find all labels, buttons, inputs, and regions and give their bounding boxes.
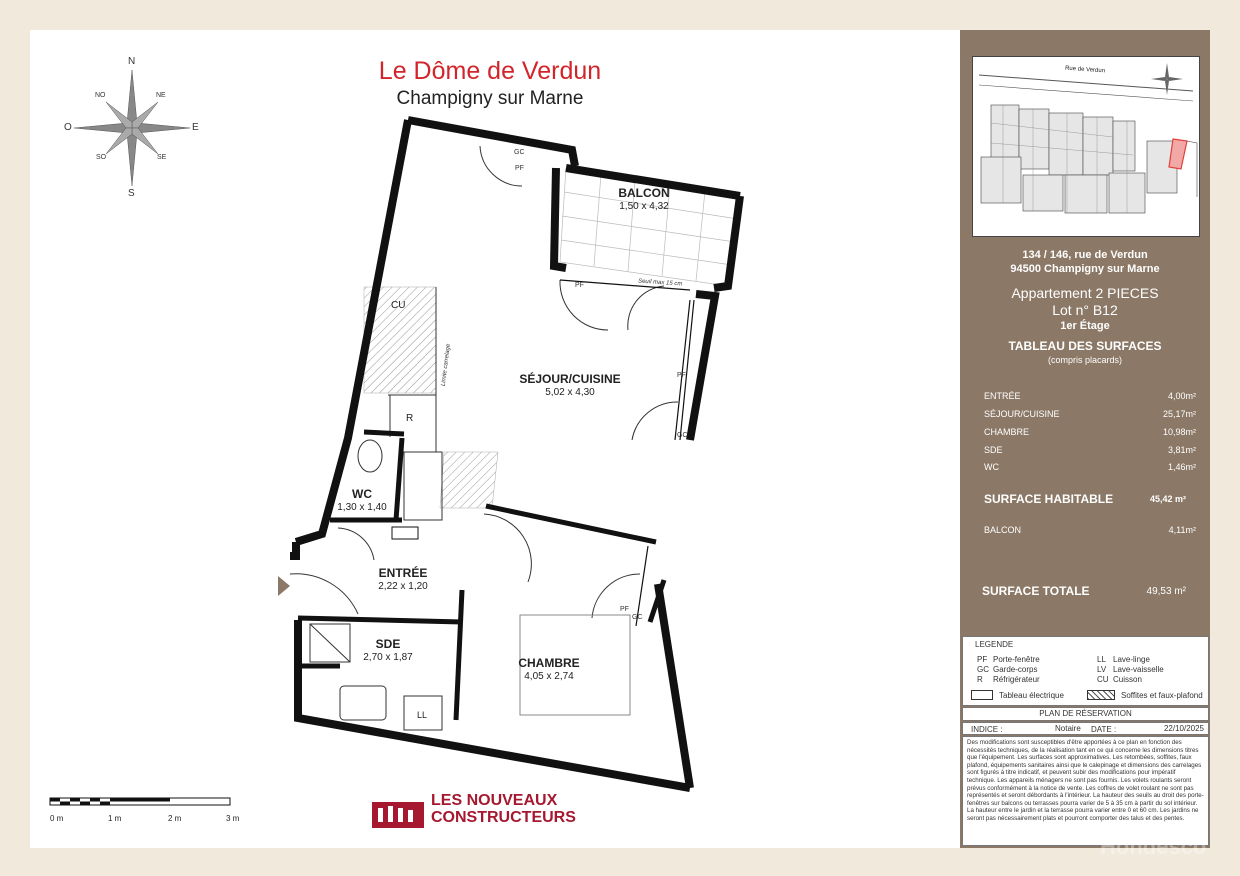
room-dims: 2,22 x 1,20 xyxy=(378,581,428,592)
watermark: Hondesco xyxy=(1100,834,1207,859)
site-plan-drawing xyxy=(973,57,1199,236)
tableau-electrique-icon xyxy=(971,690,993,700)
label-pf: PF xyxy=(575,282,584,289)
surface-totale-label: SURFACE TOTALE xyxy=(982,584,1090,598)
compass-rose-icon xyxy=(74,70,190,186)
legend-code: LL xyxy=(1097,655,1106,664)
legend-code: PF xyxy=(977,655,988,664)
legend-text: Cuisson xyxy=(1113,675,1142,684)
legal-notes: Des modifications sont susceptibles d'être apportées à ce plan en fonction des nécessités techniques, de la réalisation tant en ce qui concerne les dimensions titres que l'équipement. Les surfaces sont approximatives. Les retombées, soffites, faux plafond, équipements sanitaires ainsi que le calepinage et dimensions des carrelages sont figurés à titre indicatif, et peuvent subir des modifications pour impératif technique. Les appareils ménagers ne sont pas fournis. Les volets roulants seront prévus conformément à la notice de vente. Les coffres de volet roulant ne sont pas représentés et seront débordants à l'intérieur. La hauteur des seuils au droit des porte-fenêtres sur balcons ou terrasses pourra varier de 5 à 35 cm à partir du sol intérieur. La hauteur entre le jardin et la terrasse pourra varier entre 0 et 60 cm. Les jardins ne seront pas nécessairement plats et pourront comporter des talus et des pentes. xyxy=(962,736,1209,846)
notaire-label: Notaire xyxy=(1055,724,1081,733)
scale-bar xyxy=(50,798,230,805)
label-gc: GC xyxy=(677,432,688,439)
surface-row-label: WC xyxy=(984,462,999,472)
floor-level: 1er Étage xyxy=(1060,320,1110,332)
legend-title: LEGENDE xyxy=(975,640,1014,649)
surface-row-label: ENTRÉE xyxy=(984,391,1021,401)
room-dims: 4,05 x 2,74 xyxy=(524,671,574,682)
indice-row xyxy=(962,722,1209,735)
soffite-corridor xyxy=(440,452,498,508)
apartment-type: Appartement 2 PIECES xyxy=(1011,285,1159,301)
legend-text: Lave-linge xyxy=(1113,655,1150,664)
legend-item xyxy=(977,655,1040,664)
legend-code: GC xyxy=(977,665,989,674)
room-dims: 1,50 x 4,32 xyxy=(619,201,669,212)
room-chambre xyxy=(504,656,594,682)
surface-row-value: 10,98m² xyxy=(1162,427,1196,437)
reservation-title: PLAN DE RÉSERVATION xyxy=(962,707,1209,721)
legend-item xyxy=(1097,665,1164,674)
room-dims: 5,02 x 4,30 xyxy=(545,387,595,398)
date-value: 22/10/2025 xyxy=(1163,724,1204,733)
location-map xyxy=(972,56,1200,237)
label-limite-carrelage: Limite carrelage xyxy=(440,343,452,387)
room-dims: 1,30 x 1,40 xyxy=(337,502,387,513)
compass-sw: SO xyxy=(96,154,107,161)
label-pf: PF xyxy=(515,165,524,172)
room-wc xyxy=(322,487,402,513)
room-dims: 2,70 x 1,87 xyxy=(363,652,413,663)
electrical-panel-icon xyxy=(392,527,418,539)
legend-tableau: Tableau électrique xyxy=(999,691,1064,700)
legend-box xyxy=(962,636,1209,706)
legend-item xyxy=(1097,675,1142,684)
scale-label-2: 2 m xyxy=(168,814,182,823)
room-sejour xyxy=(505,372,635,398)
room-name: ENTRÉE xyxy=(378,566,428,580)
label-r: R xyxy=(406,413,414,424)
company-logo xyxy=(431,792,576,826)
room-name: WC xyxy=(352,487,372,501)
logo-line-1: LES NOUVEAUX xyxy=(431,792,558,809)
surface-table-subtitle: (compris placards) xyxy=(1047,355,1123,365)
surface-row-value: 1,46m² xyxy=(1167,462,1196,472)
date-label: DATE : xyxy=(1091,725,1117,734)
surface-row-label: SDE xyxy=(984,445,1003,455)
legend-code: R xyxy=(977,675,983,684)
legend-item xyxy=(977,665,1037,674)
room-name: BALCON xyxy=(618,186,670,200)
balcon-surface-value: 4,11m² xyxy=(1168,525,1196,535)
legend-text: Garde-corps xyxy=(993,665,1038,674)
indice-label: INDICE : xyxy=(971,725,1003,734)
legend-code: CU xyxy=(1097,675,1109,684)
compass-se: SE xyxy=(157,154,167,161)
compass-ne: NE xyxy=(156,92,166,99)
soffites-hatch-icon xyxy=(1087,690,1115,700)
legend-item xyxy=(977,675,1040,684)
legend-code: LV xyxy=(1097,665,1107,674)
label-ll: LL xyxy=(417,710,428,720)
surface-row-label: CHAMBRE xyxy=(984,427,1030,437)
legend-soffites: Soffites et faux-plafond xyxy=(1121,691,1203,700)
scale-label-1: 1 m xyxy=(108,814,122,823)
legend-text: Lave-vaisselle xyxy=(1113,665,1164,674)
logo-line-2: CONSTRUCTEURS xyxy=(431,809,576,826)
label-cu: CU xyxy=(391,300,406,311)
room-name: SDE xyxy=(375,637,401,651)
legend-text: Réfrigérateur xyxy=(993,675,1040,684)
surface-totale-value: 49,53 m² xyxy=(1146,586,1186,597)
scale-label-3: 3 m xyxy=(226,814,240,823)
surface-habitable-label: SURFACE HABITABLE xyxy=(984,492,1114,506)
surface-row-value: 3,81m² xyxy=(1167,445,1196,455)
lot-number: Lot n° B12 xyxy=(1052,302,1118,318)
surface-row-label: SÉJOUR/CUISINE xyxy=(984,409,1060,419)
compass-west: O xyxy=(64,122,72,133)
compass-north: N xyxy=(128,56,136,67)
logo-mark-icon xyxy=(372,802,424,828)
surface-row-value: 4,00m² xyxy=(1167,391,1196,401)
map-street-label: Rue de Verdun xyxy=(1064,65,1106,75)
surface-table-title: TABLEAU DES SURFACES xyxy=(1008,339,1162,353)
label-gc: GC xyxy=(632,614,643,621)
room-entree xyxy=(358,566,448,592)
entrance-arrow-icon xyxy=(278,576,290,596)
room-name: SÉJOUR/CUISINE xyxy=(519,372,621,386)
compass-south: S xyxy=(128,188,135,199)
legend-item xyxy=(1097,655,1150,664)
compass-nw: NO xyxy=(95,92,106,99)
project-subtitle: Champigny sur Marne xyxy=(396,88,584,109)
label-pf: PF xyxy=(620,606,629,613)
label-seuil: Seuil max 15 cm xyxy=(637,278,683,288)
room-name: CHAMBRE xyxy=(518,656,580,670)
room-sde xyxy=(348,637,428,663)
project-title: Le Dôme de Verdun xyxy=(378,57,602,85)
label-gc: GC xyxy=(514,149,525,156)
scale-label-0: 0 m xyxy=(50,814,64,823)
address-line-1: 134 / 146, rue de Verdun xyxy=(1022,249,1148,261)
compass-east: E xyxy=(192,122,199,133)
balcon-surface-label: BALCON xyxy=(984,525,1022,535)
address-line-2: 94500 Champigny sur Marne xyxy=(1010,263,1160,275)
surface-row-value: 25,17m² xyxy=(1162,409,1196,419)
room-balcon xyxy=(594,186,694,212)
legend-text: Porte-fenêtre xyxy=(993,655,1040,664)
surface-habitable-value: 45,42 m² xyxy=(1149,494,1186,504)
label-pf: PF xyxy=(677,372,686,379)
